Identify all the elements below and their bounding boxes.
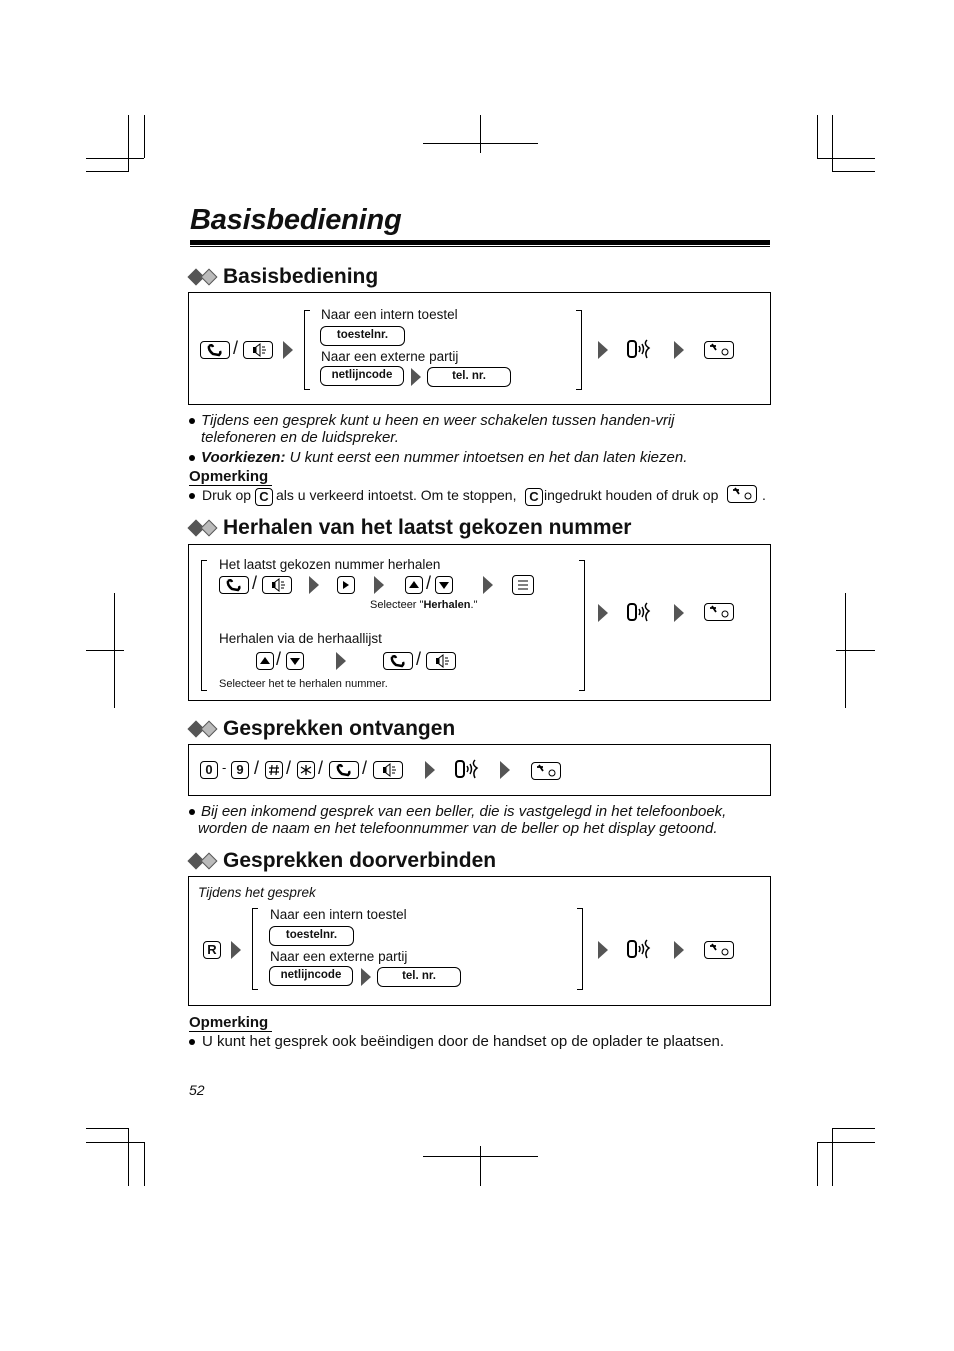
menu-key-icon: [512, 575, 534, 595]
crop-mark: [128, 115, 129, 172]
slash: /: [416, 649, 422, 669]
diamonds-icon: [190, 522, 215, 534]
note-bullet: [189, 1033, 789, 1050]
bullet-predial: [189, 449, 769, 466]
bracket-right: [579, 560, 585, 691]
slash: /: [286, 758, 292, 778]
sub-bold: Herhalen: [423, 599, 471, 611]
crop-mark: [480, 115, 481, 153]
navi-down-icon: [286, 652, 304, 670]
arrow-icon: [425, 761, 435, 779]
bracket-left: [252, 908, 258, 990]
title-rule-thin: [190, 246, 770, 247]
page-number: 52: [189, 1082, 205, 1098]
redial-row2-label: Herhalen via de herhaallijst: [219, 631, 382, 646]
title-rule: [190, 240, 770, 245]
slash: /: [362, 758, 368, 778]
crop-mark: [480, 1146, 481, 1186]
crop-mark: [832, 1128, 875, 1129]
off-key-icon: [704, 941, 734, 959]
crop-mark: [144, 115, 145, 158]
section-heading-redial: [190, 516, 631, 540]
recall-key-icon: R: [203, 941, 221, 959]
arrow-icon: [283, 341, 293, 359]
arrow-icon: [231, 941, 241, 959]
bracket-right: [577, 908, 583, 990]
bullet-text: worden de naam en het telefoonnummer van de beller op het display getoond.: [198, 820, 718, 837]
arrow-icon: [483, 576, 493, 594]
slash: /: [318, 758, 324, 778]
note-text: .: [762, 487, 766, 503]
phone-number-pill: tel. nr.: [427, 367, 511, 387]
bullet-text: telefoneren en de luidspreker.: [201, 429, 399, 446]
navi-right-icon: [337, 576, 355, 594]
slash: /: [233, 338, 239, 358]
speaker-key-icon: [243, 341, 273, 359]
talk-key-icon: [383, 652, 413, 670]
digit-0-key-icon: 0: [200, 761, 218, 779]
note-text: U kunt het gesprek ook beëindigen door de handset op de oplader te plaatsen.: [202, 1033, 725, 1050]
section-heading-basisbediening: [190, 265, 378, 289]
bullet-handsfree: [189, 412, 769, 446]
bullet-text: U kunt eerst een nummer intoetsen en het dan laten kiezen.: [285, 449, 688, 466]
handset-talk-icon: [625, 938, 657, 962]
intern-label: Naar een intern toestel: [270, 907, 407, 922]
crop-mark: [832, 115, 833, 172]
crop-mark: [423, 143, 538, 144]
handset-talk-icon: [625, 601, 657, 625]
bracket-left: [304, 310, 310, 390]
clear-key-icon: C: [525, 488, 543, 506]
arrow-icon: [309, 576, 319, 594]
handset-talk-icon: [453, 758, 485, 782]
crop-mark: [817, 1142, 875, 1143]
note-text: als u verkeerd intoetst. Om te stoppen,: [276, 487, 517, 503]
arrow-icon: [336, 652, 346, 670]
redial-row1-label: Het laatst gekozen nummer herhalen: [219, 557, 441, 572]
navi-down-icon: [435, 576, 453, 594]
clear-key-icon: C: [255, 488, 273, 506]
section-heading-text: Herhalen van het laatst gekozen nummer: [223, 516, 632, 539]
range-dash: -: [222, 760, 227, 775]
slash: /: [252, 573, 258, 593]
bullet-bold: Voorkiezen:: [201, 449, 286, 466]
sub-text: .": [470, 599, 478, 611]
crop-mark: [817, 158, 875, 159]
crop-mark: [836, 650, 875, 651]
intern-label: Naar een intern toestel: [321, 307, 458, 322]
crop-mark: [144, 1142, 145, 1186]
extern-label: Naar een externe partij: [270, 949, 408, 964]
crop-mark: [832, 1129, 833, 1186]
off-key-icon: [704, 341, 734, 359]
slash: /: [254, 758, 260, 778]
digit-9-key-icon: 9: [231, 761, 249, 779]
bullet-caller-id: [189, 803, 779, 837]
section-heading-transfer: [190, 849, 496, 873]
transfer-context: Tijdens het gesprek: [198, 885, 316, 900]
note-heading: Opmerking: [189, 1014, 272, 1032]
arrow-icon: [411, 368, 421, 386]
arrow-icon: [361, 968, 371, 986]
speaker-key-icon: [373, 761, 403, 779]
arrow-icon: [500, 761, 510, 779]
crop-mark: [86, 1128, 129, 1129]
crop-mark: [832, 171, 875, 172]
section-heading-receive: [190, 717, 455, 741]
talk-key-icon: [219, 576, 249, 594]
line-code-pill: netlijncode: [320, 366, 404, 386]
off-key-icon: [704, 603, 734, 621]
intern-number-pill: toestelnr.: [269, 926, 354, 946]
extern-label: Naar een externe partij: [321, 349, 459, 364]
diamonds-icon: [190, 855, 215, 867]
bracket-left: [201, 560, 207, 691]
star-key-icon: [297, 761, 315, 779]
intern-number-pill: toestelnr.: [320, 326, 405, 346]
navi-up-icon: [256, 652, 274, 670]
bullet-text: Tijdens een gesprek kunt u heen en weer schakelen tussen handen-vrij: [201, 412, 675, 429]
arrow-icon: [598, 604, 608, 622]
diamonds-icon: [190, 723, 215, 735]
hash-key-icon: [265, 761, 283, 779]
line-code-pill: netlijncode: [269, 966, 353, 986]
navi-up-icon: [405, 576, 423, 594]
section-heading-text: Basisbediening: [223, 265, 379, 288]
page-title: Basisbediening: [190, 204, 402, 236]
arrow-icon: [374, 576, 384, 594]
phone-number-pill: tel. nr.: [377, 967, 461, 987]
slash: /: [276, 649, 282, 669]
bracket-right: [576, 310, 582, 390]
off-key-icon: [531, 762, 561, 780]
diamonds-icon: [190, 271, 215, 283]
talk-key-icon: [329, 761, 359, 779]
crop-mark: [423, 1156, 538, 1157]
redial-row1-sub: [370, 599, 477, 611]
note-heading: Opmerking: [189, 468, 272, 486]
section-heading-text: Gesprekken doorverbinden: [223, 849, 497, 872]
sub-text: Selecteer ": [370, 599, 424, 611]
redial-row2-sub: Selecteer het te herhalen nummer.: [219, 678, 388, 690]
arrow-icon: [674, 604, 684, 622]
speaker-key-icon: [426, 652, 456, 670]
section-heading-text: Gesprekken ontvangen: [223, 717, 456, 740]
talk-key-icon: [200, 341, 230, 359]
crop-mark: [128, 1129, 129, 1186]
arrow-icon: [674, 941, 684, 959]
note-text: ingedrukt houden of druk op: [544, 487, 719, 503]
note-text: Druk op: [202, 487, 252, 503]
arrow-icon: [598, 941, 608, 959]
slash: /: [426, 573, 432, 593]
crop-mark: [86, 171, 129, 172]
crop-mark: [86, 650, 124, 651]
arrow-icon: [598, 341, 608, 359]
crop-mark: [817, 1142, 818, 1186]
speaker-key-icon: [262, 576, 292, 594]
crop-mark: [817, 115, 818, 158]
arrow-icon: [674, 341, 684, 359]
crop-mark: [86, 1142, 144, 1143]
handset-talk-icon: [625, 338, 657, 362]
bullet-text: Bij een inkomend gesprek van een beller, die is vastgelegd in het telefoonboek,: [201, 803, 727, 820]
off-key-icon: [727, 485, 757, 503]
crop-mark: [86, 158, 144, 159]
